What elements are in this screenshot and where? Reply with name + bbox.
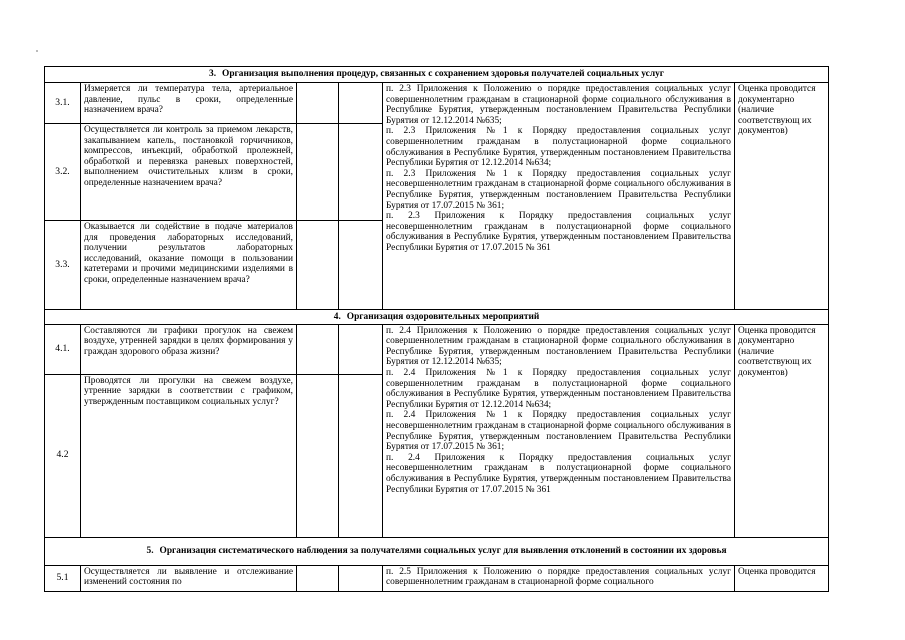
legal-ref: п. 2.4 Приложения №1 к Порядку предоставления социальных услуг несовершеннолетним гражданам в стационарной форме социального обслуживания в Республике Бурятия, утвержденным постановлением Правительства Республики Бурятия от 17.07.2015 № 361; (386, 410, 731, 453)
row-number: 4.1. (45, 324, 81, 374)
table-row-3-1 (45, 83, 829, 124)
section-4-number: 4. (333, 312, 341, 322)
legal-basis-cell (383, 565, 735, 591)
question-cell: Проводятся ли прогулки на свежем воздухе, утренние зарядки в соответствии с графиком, утвержденным поставщиком социальных услуг? (81, 374, 297, 537)
answer-no-cell (339, 124, 383, 221)
section-3-title: Организация выполнения процедур, связанных с сохранением здоровья получателей социальных услуг (222, 69, 665, 79)
answer-yes-cell (297, 221, 339, 310)
table-row-4-1 (45, 324, 829, 374)
legal-ref: п. 2.3 Приложения к Положению о порядке предоставления социальных услуг совершеннолетним гражданам в стационарной форме социального обслуживания в Республике Бурятия, утвержденным постановлением Правительства Республики Бурятия от 12.12.2014 №635; (386, 84, 731, 126)
answer-no-cell (339, 565, 383, 591)
answer-no-cell (339, 374, 383, 537)
row-number: 3.2. (45, 124, 81, 221)
answer-no-cell (339, 324, 383, 374)
row-number: 5.1 (45, 565, 81, 591)
answer-no-cell (339, 221, 383, 310)
section-4-title: Организация оздоровительных мероприятий (346, 312, 540, 322)
table-row-5-1 (45, 565, 829, 591)
section-3-number: 3. (209, 69, 217, 79)
section-4-header (45, 310, 829, 325)
section-5-number: 5. (146, 546, 154, 557)
legal-basis-cell (383, 324, 735, 537)
answer-yes-cell (297, 124, 339, 221)
answer-yes-cell (297, 565, 339, 591)
legal-ref: п. 2.3 Приложения №1 к Порядку предоставления социальных услуг несовершеннолетним гражданам в стационарной форме социального обслуживания в Республике Бурятия, утвержденным постановлением Правительства Республики Бурятия от 17.07.2015 № 361; (386, 168, 731, 211)
legal-ref: п. 2.3 Приложения №1 к Порядку предоставления социальных услуг совершеннолетним гражданам в полустационарной форме социального обслуживания в Республике Бурятия, утвержденным постановлением Правительства Республики Бурятия от 12.12.2014 №634; (386, 126, 731, 169)
legal-ref: п. 2.4 Приложения к Порядку предоставления социальных услуг несовершеннолетним гражданам в полустационарной форме социального обслуживания в Республике Бурятия, утвержденным постановлением Правительства Республики Бурятия от 17.07.2015 № 361 (386, 452, 731, 495)
assessment-note: Оценка проводится документарно (наличие соответствующ их документов) (735, 324, 829, 537)
legal-ref: п. 2.3 Приложения к Порядку предоставления социальных услуг несовершеннолетним гражданам в полустационарной форме социального обслуживания в Республике Бурятия, утвержденным постановлением Правительства Республики Бурятия от 17.07.2015 № 361 (386, 211, 731, 253)
row-number: 3.3. (45, 221, 81, 310)
legal-ref: п. 2.5 Приложения к Положению о порядке предоставления социальных услуг совершеннолетним гражданам в стационарной форме социального (386, 566, 731, 588)
scan-mark (36, 50, 38, 52)
question-cell: Осуществляется ли контроль за приемом лекарств, закапыванием капель, постановкой горчичников, компрессов, инъекций, обработкой пролежней, обработкой и перевязка раневых поверхностей, выполнением очистительных клизм в сроки, определенные назначением врача? (81, 124, 297, 221)
answer-yes-cell (297, 324, 339, 374)
legal-ref: п. 2.4 Приложения к Положению о порядке предоставления социальных услуг совершеннолетним гражданам в стационарной форме социального обслуживания в Республике Бурятия, утвержденным постановлением Правительства Республики Бурятия от 12.12.2014 №635; (386, 325, 731, 368)
row-number: 3.1. (45, 83, 81, 124)
answer-yes-cell (297, 374, 339, 537)
section-5-title: Организация систематического наблюдения за получателями социальных услуг для выявления отклонений в состоянии их здоровья (159, 546, 727, 557)
row-number: 4.2 (45, 374, 81, 537)
legal-basis-cell (383, 83, 735, 310)
assessment-note: Оценка проводится (735, 565, 829, 591)
section-5-header (45, 537, 829, 565)
assessment-note: Оценка проводится документарно (наличие соответствующ их документов) (735, 83, 829, 310)
question-cell: Измеряется ли температура тела, артериальное давление, пульс в сроки, определенные назначением врача? (81, 83, 297, 124)
inspection-table (44, 66, 829, 592)
question-cell: Оказывается ли содействие в подаче материалов для проведения лабораторных исследований, получении результатов лабораторных исследований, оказание помощи в пользовании катетерами и прочими медицинскими изделиями в сроки, определенные назначением врача? (81, 221, 297, 310)
question-cell: Составляются ли графики прогулок на свежем воздухе, утренней зарядки в целях формирования у граждан здорового образа жизни? (81, 324, 297, 374)
legal-ref: п. 2.4 Приложения №1 к Порядку предоставления социальных услуг совершеннолетним гражданам в полустационарной форме социального обслуживания в Республике Бурятия, утвержденным постановлением Правительства Республики Бурятия от 12.12.2014 №634; (386, 367, 731, 410)
answer-yes-cell (297, 83, 339, 124)
answer-no-cell (339, 83, 383, 124)
question-cell: Осуществляется ли выявление и отслеживание изменений состояния по (81, 565, 297, 591)
section-3-header (45, 67, 829, 83)
